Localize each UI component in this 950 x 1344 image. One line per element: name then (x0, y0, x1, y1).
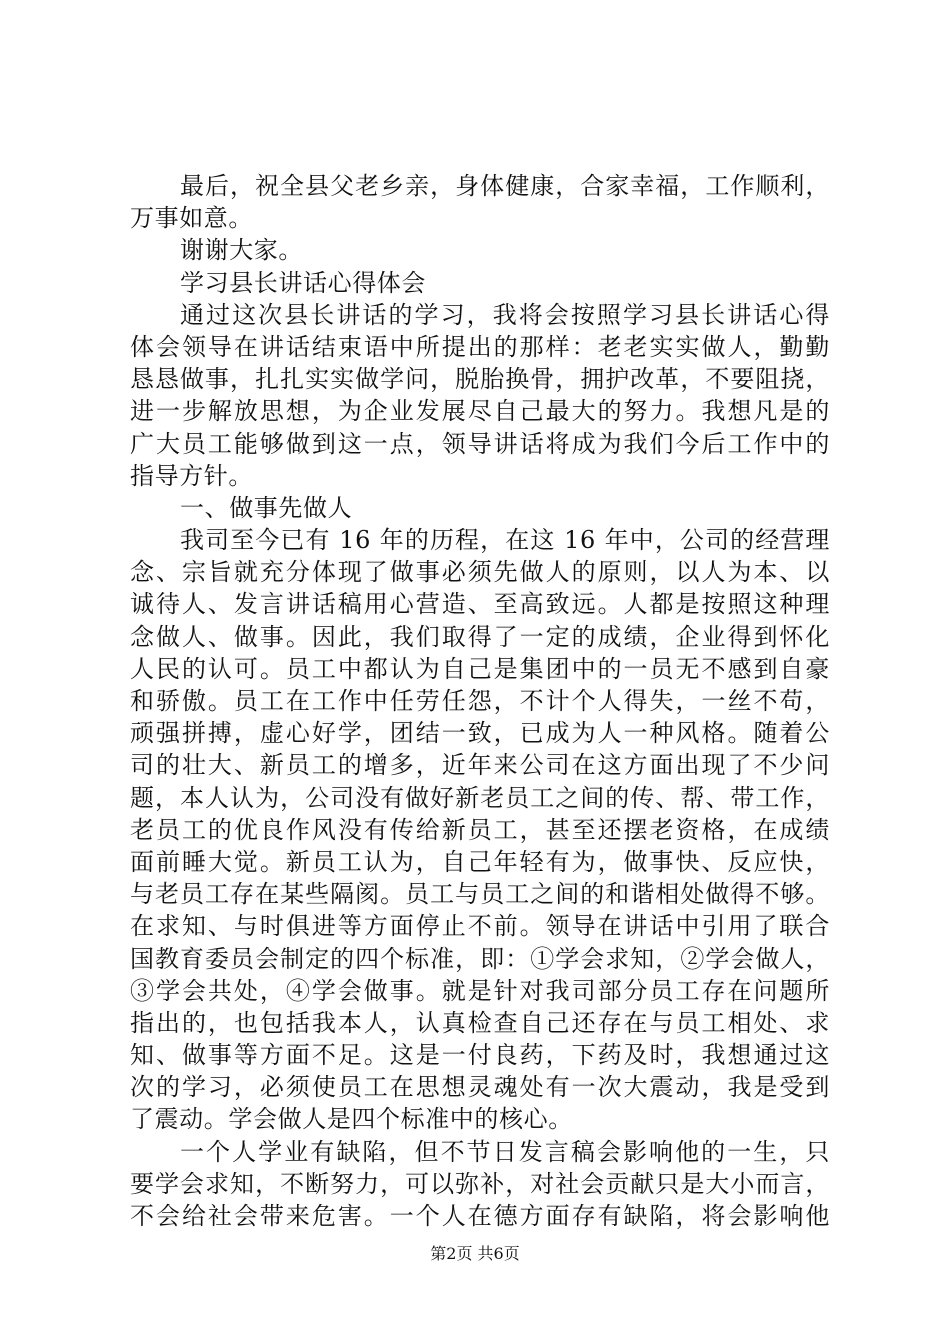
text-line: 诚待人、发言讲话稿用心营造、至高致远。人都是按照这种理 (130, 590, 830, 619)
text-line: ③学会共处，④学会做事。就是针对我司部分员工存在问题所 (130, 976, 830, 1005)
text-line: 老员工的优良作风没有传给新员工，甚至还摆老资格，在成绩 (130, 815, 830, 844)
text-line: 万事如意。 (130, 204, 253, 233)
text-line: 顽强拼搏，虚心好学，团结一致，已成为人一种风格。随着公 (130, 719, 830, 748)
text-line: 与老员工存在某些隔阂。员工与员工之间的和谐相处做得不够。 (130, 880, 830, 909)
text-line: 念做人、做事。因此，我们取得了一定的成绩，企业得到怀化 (130, 622, 830, 651)
text-line: 我司至今已有 16 年的历程，在这 16 年中，公司的经营理 (180, 526, 830, 555)
text-line: 一个人学业有缺陷，但不节日发言稿会影响他的一生，只 (180, 1137, 830, 1166)
section-heading: 学习县长讲话心得体会 (180, 268, 426, 297)
text-line: 司的壮大、新员工的增多，近年来公司在这方面出现了不少问 (130, 751, 830, 780)
text-line: 体会领导在讲话结束语中所提出的那样：老老实实做人，勤勤 (130, 332, 830, 361)
text-line: 了震动。学会做人是四个标准中的核心。 (130, 1105, 573, 1134)
text-line: 不会给社会带来危害。一个人在德方面存有缺陷，将会影响他 (130, 1202, 830, 1230)
text-line: 广大员工能够做到这一点，领导讲话将成为我们今后工作中的 (130, 429, 830, 458)
text-line: 和骄傲。员工在工作中任劳任怨，不计个人得失，一丝不苟， (130, 687, 830, 715)
text-line: 指导方针。 (130, 461, 253, 490)
text-line: 最后，祝全县父老乡亲，身体健康，合家幸福，工作顺利， (180, 172, 830, 200)
text-line: 次的学习，必须使员工在思想灵魂处有一次大震动，我是受到 (130, 1073, 830, 1102)
text-line: 通过这次县长讲话的学习，我将会按照学习县长讲话心得 (180, 300, 830, 329)
text-line: 题，本人认为，公司没有做好新老员工之间的传、帮、带工作， (130, 783, 830, 812)
text-line: 国教育委员会制定的四个标准，即：①学会求知，②学会做人， (130, 944, 830, 973)
section-heading: 一、做事先做人 (180, 493, 353, 522)
text-line: 在求知、与时俱进等方面停止不前。领导在讲话中引用了联合 (130, 912, 830, 941)
text-line: 进一步解放思想，为企业发展尽自己最大的努力。我想凡是的 (130, 397, 830, 426)
page-number: 第2页 共6页 (430, 1244, 520, 1263)
document-body (130, 170, 830, 1232)
text-line: 念、宗旨就充分体现了做事必须先做人的原则，以人为本、以 (130, 558, 830, 587)
text-line: 知、做事等方面不足。这是一付良药，下药及时，我想通过这 (130, 1041, 830, 1070)
text-line: 人民的认可。员工中都认为自己是集团中的一员无不感到自豪 (130, 654, 830, 683)
text-line: 面前睡大觉。新员工认为，自己年轻有为，做事快、反应快， (130, 847, 830, 876)
text-line: 指出的，也包括我本人，认真检查自己还存在与员工相处、求 (130, 1008, 830, 1037)
text-line: 谢谢大家。 (180, 236, 303, 265)
text-line: 要学会求知，不断努力，可以弥补，对社会贡献只是大小而言， (130, 1169, 830, 1198)
text-line: 恳恳做事，扎扎实实做学问，脱胎换骨，拥护改革，不要阻挠， (130, 365, 830, 394)
